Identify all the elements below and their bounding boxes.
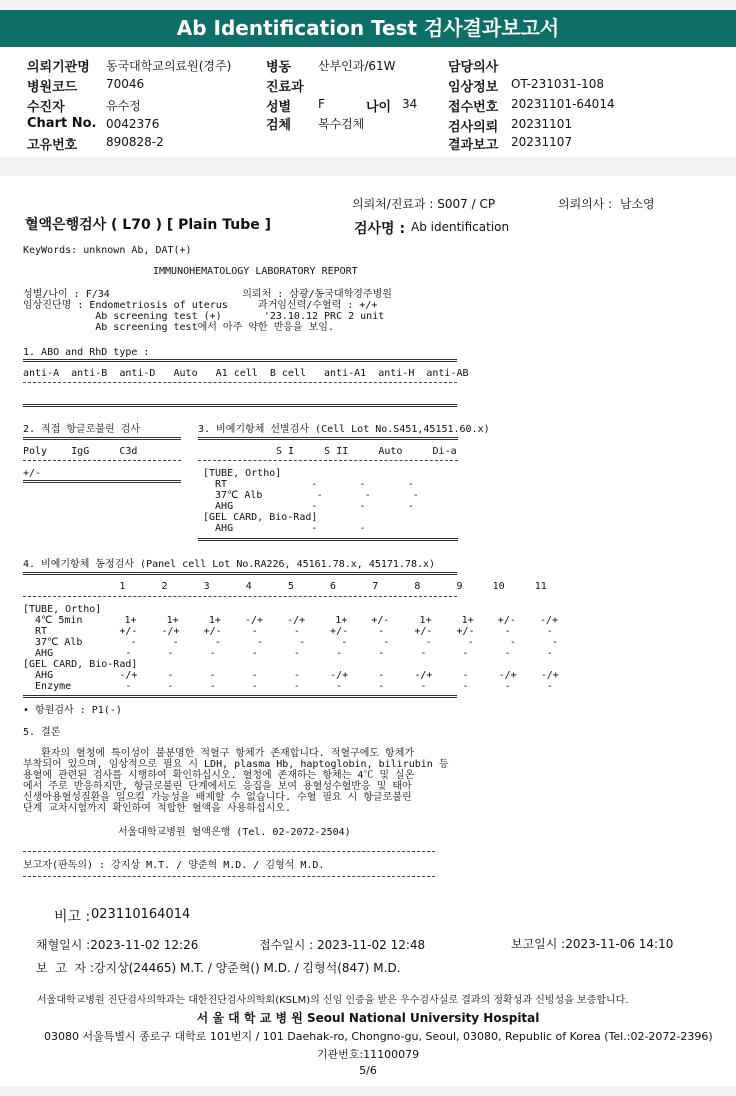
info-value: 20231101 [511,117,573,131]
info-label: 담당의사 [448,60,499,75]
conclusion-body: 환자의 혈청에 특이성이 불분명한 적혈구 항체가 존재합니다. 적혈구에도 항체가 부착되어 있으며, 임상적으로 필요 시 LDH, plasma Hb, haptoglobin, bilirubin 등 용혈에 관련된 검사를 시행하여 확인하십시오. 혈청에 존재하는 항체는 4℃ 및 실온 에서 주로 반응하지만, 항글로불린 단계에서도 응집을 보여 용혈성수혈반응 및 태아 신생아용혈성질환을 일으킬 가능성을 배제할 수 없습니다. 수혈 필요 시 항글로불린 단계 교차시험까지 확인하여 적합한 혈액을 사용하십시오. [23,748,449,814]
info-label: 수진자 [27,100,65,115]
info-value: 20231107 [511,135,573,149]
info-value: 20231101-64014 [511,97,615,111]
hospital-address: 03080 서울특별시 종로구 대학로 101번지 / 101 Daehak-ro, Chongno-gu, Seoul, 03080, Republic of Korea (Tel.:02-2072-2396) [44,1030,713,1043]
info-label: 고유번호 [27,138,78,153]
footer-reporter: 보 고 자 :강지상(24465) M.T. / 양준혁() M.D. / 김형석(847) M.D. [36,961,401,975]
note-value: 023110164014 [91,907,191,922]
divider [23,851,435,852]
divider [23,695,457,698]
divider [23,382,457,383]
page-title: Ab Identification Test 검사결과보고서 [176,16,560,40]
divider [23,596,457,597]
info-label: Chart No. [27,116,97,131]
divider [23,876,435,877]
dat-value: +/- [23,468,42,479]
info-label: 병동 [266,60,292,75]
reported-time: 보고일시 :2023-11-06 14:10 [511,937,674,951]
divider [198,437,458,440]
info-value: 동국대학교의료원(경주) [106,59,232,73]
info-label: 임상정보 [448,80,499,95]
antigen-test: • 항원검사 : P1(-) [23,705,122,716]
divider [23,437,181,440]
collected-time: 채혈일시 :2023-11-02 12:26 [36,938,199,952]
conclusion-heading: 5. 결론 [23,727,61,738]
info-label: 검체 [266,118,292,133]
info-value: F [318,97,325,111]
info-label: 결과보고 [448,138,499,153]
patient-block: 성별/나이 : F/34 의뢰처 : 삼광/동국대학경주병원 임상진단명 : Endometriosis of uterus 과거임신력/수혈력 : +/+ Ab screening test (+) '23.10.12 PRC 2 unit Ab screening test에서 아주 약한 반응을 보임. [23,289,392,333]
panel-heading: 4. 비예기항체 동정검사 (Panel cell Lot No.RA226, 45161.78.x, 45171.78.x) [23,559,436,570]
hospital-name: 서 울 대 학 교 병 원 Seoul National University Hospital [196,1011,540,1025]
info-value: 70046 [106,77,145,91]
dat-header: Poly IgG C3d [23,446,138,457]
divider [198,460,458,461]
requesting-doctor: 의뢰의사 : 남소영 [558,197,655,211]
requesting-dept: 의뢰처/진료과 : S007 / CP [352,197,496,211]
test-name-value: Ab identification [411,220,510,234]
divider [23,359,457,362]
screen-header: S I S II Auto Di-a [276,446,457,457]
divider [23,404,457,407]
info-label: 진료과 [266,80,304,95]
info-value: 0042376 [106,117,160,131]
info-label: 접수번호 [448,100,499,115]
dat-heading: 2. 직접 항글로불린 검사 [23,424,141,435]
divider [198,538,458,541]
info-value: 34 [402,97,418,111]
info-value: 유수정 [106,99,141,113]
info-value: OT-231031-108 [511,77,605,91]
abo-header: anti-A anti-B anti-D Auto A1 cell B cell anti-A1 anti-H anti-AB [23,368,469,379]
info-label: 나이 [366,100,392,115]
test-title: 혈액은행검사 ( L70 ) [ Plain Tube ] [25,217,272,233]
info-value: 산부인과/61W [318,59,396,73]
info-value: 복수검체 [318,117,365,131]
keywords: KeyWords: unknown Ab, DAT(+) [23,245,192,256]
lab-report-title: IMMUNOHEMATOLOGY LABORATORY REPORT [153,266,358,277]
info-label: 성별 [266,100,292,115]
divider [23,460,181,461]
screen-heading: 3. 비예기항체 선별검사 (Cell Lot No.S451,45151.60.x) [198,424,490,435]
certification-text: 서울대학교병원 진단검사의학과는 대한진단검사의학회(KSLM)의 신임 인증을 받은 우수검사실로 결과의 정확성과 신빙성을 보증합니다. [37,995,629,1006]
divider [23,572,457,575]
report-signers: 보고자(판독의) : 강지상 M.T. / 양준혁 M.D. / 김형석 M.D. [23,860,325,871]
divider [23,480,181,483]
panel-header: 1 2 3 4 5 6 7 8 9 10 11 [23,581,547,592]
note-label: 비고 : [54,909,91,925]
info-label: 의뢰기관명 [27,60,90,75]
received-time: 접수일시 : 2023-11-02 12:48 [259,938,426,952]
screen-body: [TUBE, Ortho] RT - - - 37℃ Alb - - - AHG - - - [GEL CARD, Bio-Rad] AHG - - [203,468,419,534]
info-label: 병원코드 [27,80,78,95]
page-number: 5/6 [359,1064,377,1077]
info-value: 890828-2 [106,135,164,149]
info-label: 검사의뢰 [448,120,499,135]
panel-body: [TUBE, Ortho] 4℃ 5min 1+ 1+ 1+ -/+ -/+ 1+ +/- 1+ 1+ +/- -/+ RT +/- -/+ +/- - - +/- - +/- +/- - - 37℃ Alb - - - - - - - - - - - AHG - - - - - - - - - - - [GEL CARD, Bio-Rad] AHG -/+ - - - - -/+ - -/+ - -/+ -/+ Enzyme - - - - - - - - - - - [23,604,559,692]
test-name-label: 검사명 : [354,221,406,237]
institution-number: 기관번호:11100079 [316,1048,420,1061]
bloodbank-contact: 서울대학교병원 혈액은행 (Tel. 02-2072-2504) [118,827,351,838]
abo-heading: 1. ABO and RhD type : [23,347,150,358]
